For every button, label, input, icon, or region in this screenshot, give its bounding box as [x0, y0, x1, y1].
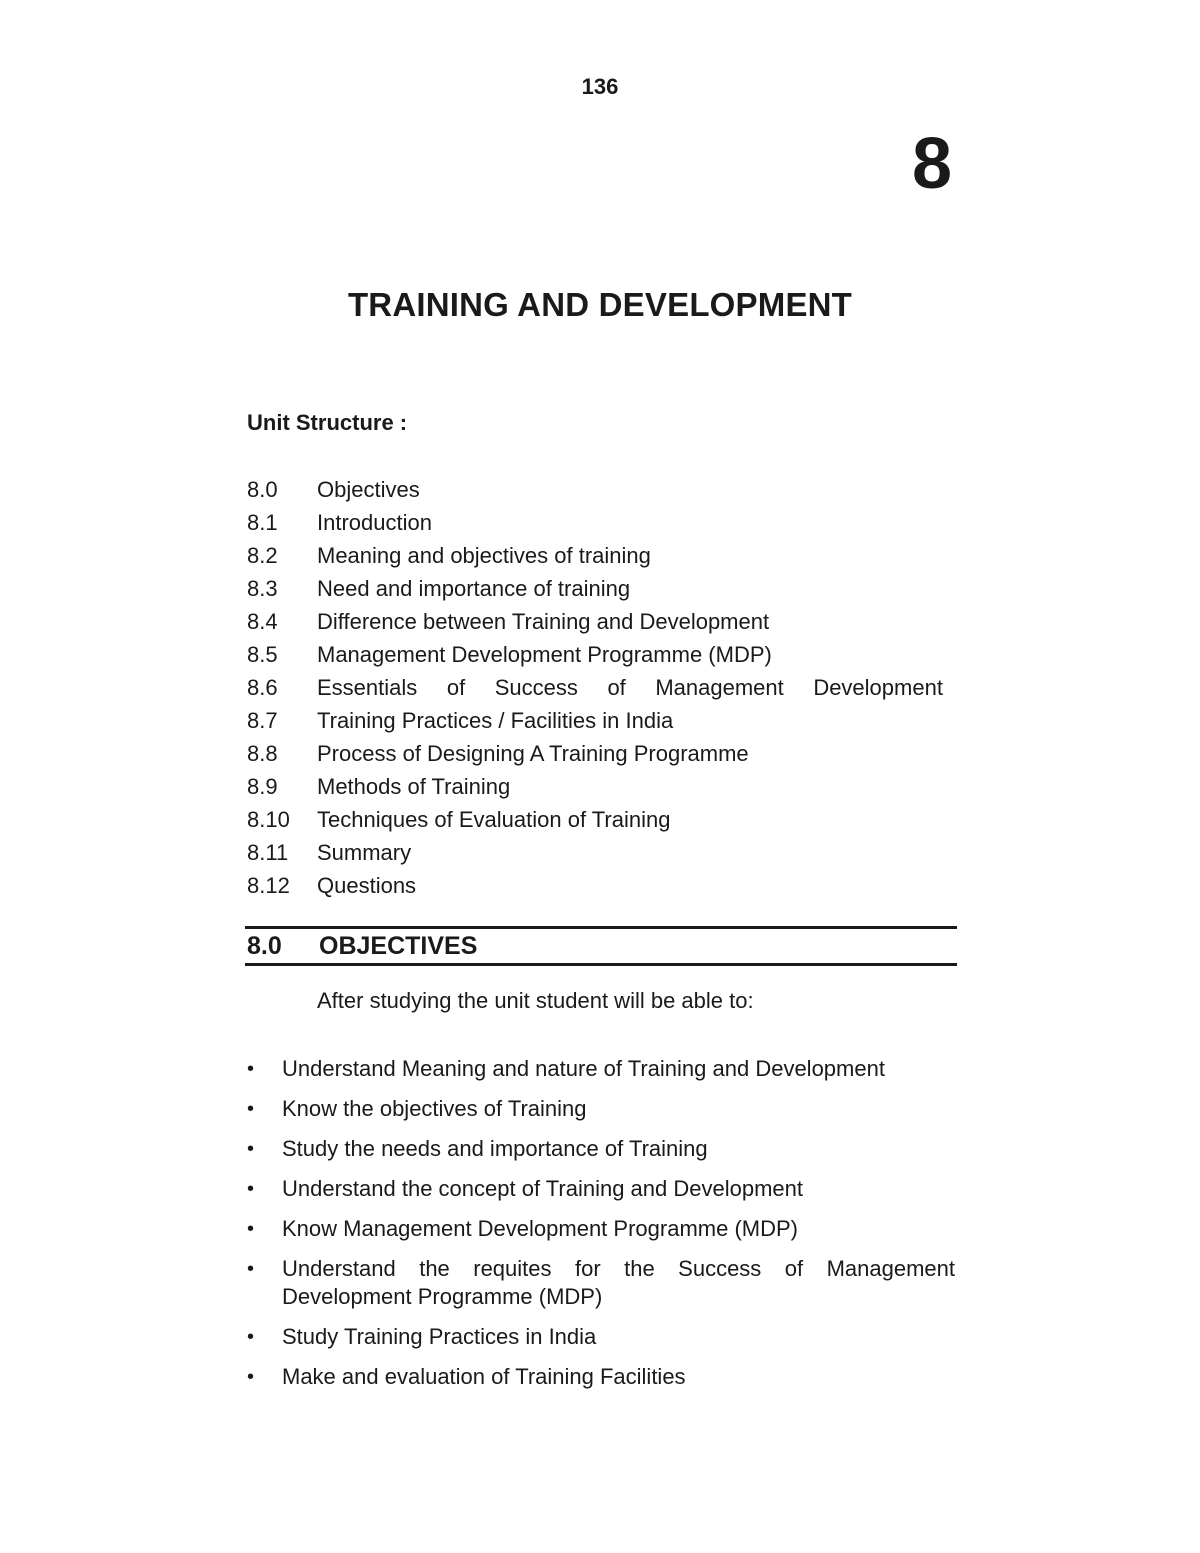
objective-text: Make and evaluation of Training Facilities — [282, 1364, 686, 1389]
toc-number: 8.0 — [247, 477, 278, 502]
toc-label: Methods of Training — [317, 774, 511, 799]
toc-label: Meaning and objectives of training — [317, 543, 651, 568]
toc-item — [247, 473, 943, 506]
toc-number: 8.10 — [247, 807, 290, 832]
toc-label-word: Success — [494, 675, 578, 700]
list-item — [247, 1055, 955, 1083]
unit-structure-heading: Unit Structure : — [247, 410, 408, 435]
toc-item — [247, 572, 943, 605]
section-number: 8.0 — [247, 931, 282, 960]
objective-text: Understand the requites for the Success of Management Development Programme (MDP) — [282, 1256, 955, 1309]
toc-item — [247, 737, 943, 770]
objective-text: Study Training Practices in India — [282, 1324, 597, 1349]
objective-text: Understand the concept of Training and Development — [282, 1176, 803, 1201]
toc-number: 8.12 — [247, 873, 290, 898]
toc-number: 8.11 — [247, 840, 289, 865]
list-item — [247, 1215, 955, 1243]
toc-label: Introduction — [317, 510, 432, 535]
list-item — [247, 1175, 955, 1203]
toc-label-word: Essentials — [317, 675, 418, 700]
toc-label: Need and importance of training — [317, 576, 631, 601]
toc-number: 8.1 — [247, 510, 278, 535]
toc-number: 8.6 — [247, 675, 278, 700]
toc-label: Questions — [317, 873, 417, 898]
toc-label-word: Management — [655, 675, 784, 700]
bullet-icon: • — [247, 1326, 255, 1348]
bullet-icon: • — [247, 1258, 255, 1280]
toc-item — [247, 638, 943, 671]
list-item — [247, 1363, 955, 1391]
toc-number: 8.9 — [247, 774, 278, 799]
page-number: 136 — [581, 74, 619, 99]
objective-text: Study the needs and importance of Training — [282, 1136, 708, 1161]
toc-label — [317, 671, 943, 704]
toc-number: 8.8 — [247, 741, 278, 766]
toc-label: Summary — [317, 840, 412, 865]
list-item — [247, 1135, 955, 1163]
bullet-icon: • — [247, 1218, 255, 1240]
toc-number: 8.4 — [247, 609, 278, 634]
toc-number: 8.2 — [247, 543, 278, 568]
objective-text: Know Management Development Programme (MDP) — [282, 1216, 798, 1241]
bullet-icon: • — [247, 1178, 255, 1200]
toc-item — [247, 869, 943, 902]
bullet-icon: • — [247, 1058, 255, 1080]
toc-label-word: of — [607, 675, 626, 700]
bullet-icon: • — [247, 1098, 255, 1120]
toc-item — [247, 803, 943, 836]
toc-number: 8.7 — [247, 708, 278, 733]
toc-item — [247, 539, 943, 572]
toc-label: Training Practices / Facilities in India — [317, 708, 674, 733]
toc-item — [247, 506, 943, 539]
objectives-intro: After studying the unit student will be able to: — [317, 988, 754, 1013]
toc-item — [247, 671, 943, 704]
toc-label: Objectives — [317, 477, 420, 502]
toc-number: 8.5 — [247, 642, 278, 667]
bullet-icon: • — [247, 1138, 255, 1160]
toc-label-word: of — [446, 675, 466, 700]
toc-item — [247, 770, 943, 803]
toc-item — [247, 836, 943, 869]
toc-item — [247, 605, 943, 638]
toc-label: Management Development Programme (MDP) — [317, 642, 772, 667]
objective-text: Understand Meaning and nature of Training and Development — [282, 1056, 885, 1081]
list-item — [247, 1095, 955, 1123]
bullet-icon: • — [247, 1366, 255, 1388]
objectives-section-header — [245, 926, 957, 966]
toc-item — [247, 704, 943, 737]
unit-structure-list — [247, 473, 943, 902]
objective-text: Know the objectives of Training — [282, 1096, 587, 1121]
section-title: OBJECTIVES — [319, 931, 478, 960]
objectives-list — [247, 1055, 955, 1403]
list-item — [247, 1323, 955, 1351]
list-item — [247, 1255, 955, 1311]
chapter-title: TRAINING AND DEVELOPMENT — [347, 286, 853, 323]
toc-label: Techniques of Evaluation of Training — [317, 807, 671, 832]
toc-label: Difference between Training and Development — [317, 609, 770, 634]
chapter-number: 8 — [911, 124, 952, 204]
toc-label: Process of Designing A Training Programme — [317, 741, 749, 766]
toc-number: 8.3 — [247, 576, 278, 601]
toc-label-word: Development — [813, 675, 943, 700]
